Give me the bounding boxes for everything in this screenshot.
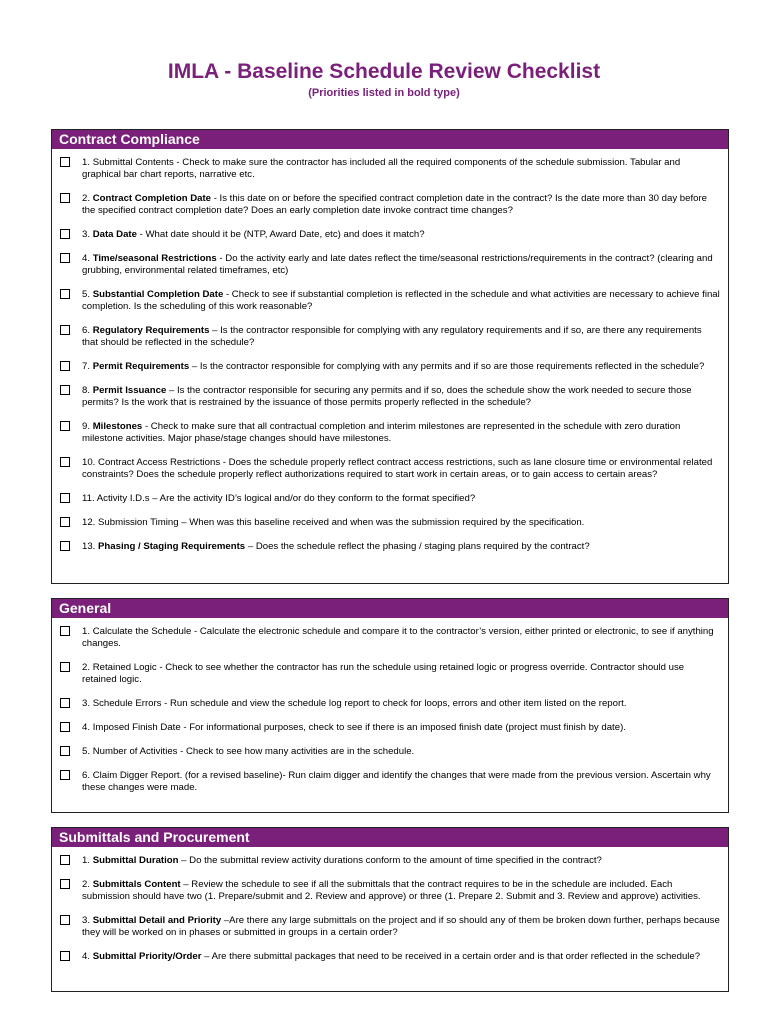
checkbox[interactable] xyxy=(60,385,70,395)
checklist-item xyxy=(52,662,728,686)
checkbox[interactable] xyxy=(60,915,70,925)
item-number: 3. xyxy=(82,915,91,926)
item-priority-label: Milestones xyxy=(92,421,143,432)
item-text: Number of Activities - Check to see how many activities are in the schedule. xyxy=(92,746,415,757)
item-number: 10. xyxy=(82,457,96,468)
checkbox[interactable] xyxy=(60,361,70,371)
checklist-item xyxy=(52,457,728,481)
checkbox[interactable] xyxy=(60,457,70,467)
checklist-item xyxy=(52,253,728,277)
checkbox[interactable] xyxy=(60,193,70,203)
item-text: – Do the submittal review activity durations conform to the amount of time specified in the contract? xyxy=(178,855,602,866)
item-text: – Is the contractor responsible for securing any permits and if so, does the schedule show the work needed to secure those permits? Is the work that is restrained by the issuance of those permits properly reflected in the schedule? xyxy=(82,385,692,408)
checkbox[interactable] xyxy=(60,698,70,708)
section-general xyxy=(51,598,729,813)
item-number: 2. xyxy=(82,662,91,673)
checklist xyxy=(52,847,728,963)
page-subtitle: (Priorities listed in bold type) xyxy=(308,87,460,99)
checklist-item xyxy=(52,698,728,710)
item-priority-label: Submittal Priority/Order xyxy=(92,951,202,962)
item-priority-label: Submittal Duration xyxy=(92,855,179,866)
item-number: 8. xyxy=(82,385,91,396)
item-priority-label: Phasing / Staging Requirements xyxy=(98,541,246,552)
item-text: - Check to see if substantial completion is reflected in the schedule and what activities are necessary to achieve final completion. Is the scheduling of this work reasonable? xyxy=(82,289,720,312)
item-text: - Is this date on or before the specified contract completion date in the contract? Is the date more than 30 day before the specified contract completion date? Does an early completion date invoke contract time changes? xyxy=(82,193,708,216)
checklist-item xyxy=(52,289,728,313)
checklist-item xyxy=(52,193,728,217)
item-number: 2. xyxy=(82,879,91,890)
checkbox[interactable] xyxy=(60,541,70,551)
item-text: Contract Access Restrictions - Does the schedule properly reflect contract access restrictions, such as lane closure time or environmental related constraints? Does the schedule properly reflect authorizations required to start work in certain areas, or to gain access to certain areas? xyxy=(82,457,713,480)
checkbox[interactable] xyxy=(60,517,70,527)
item-text: Submission Timing – When was this baseline received and when was the submission required by the specification. xyxy=(98,517,585,528)
checkbox[interactable] xyxy=(60,855,70,865)
checklist-item xyxy=(52,770,728,794)
item-text: Claim Digger Report. (for a revised baseline)- Run claim digger and identify the changes that were made from the previous version. Ascertain why these changes were made. xyxy=(82,770,711,793)
item-priority-label: Data Date xyxy=(92,229,137,240)
item-priority-label: Permit Issuance xyxy=(92,385,167,396)
section-contract-compliance xyxy=(51,129,729,584)
item-text: Retained Logic - Check to see whether the contractor has run the schedule using retained logic or progress override. Contractor should use retained logic. xyxy=(82,662,685,685)
item-number: 3. xyxy=(82,229,91,240)
item-number: 1. xyxy=(82,855,91,866)
page-title: IMLA - Baseline Schedule Review Checklist xyxy=(167,60,601,83)
checklist-item xyxy=(52,493,728,505)
checkbox[interactable] xyxy=(60,626,70,636)
item-text: Submittal Contents - Check to make sure the contractor has included all the required components of the schedule submission. Tabular and graphical bar chart reports, narrative etc. xyxy=(82,157,681,180)
checkbox[interactable] xyxy=(60,325,70,335)
checkbox[interactable] xyxy=(60,253,70,263)
item-number: 1. xyxy=(82,626,91,637)
checkbox[interactable] xyxy=(60,746,70,756)
checkbox[interactable] xyxy=(60,421,70,431)
item-text: Schedule Errors - Run schedule and view the schedule log report to check for loops, errors and other item listed on the report. xyxy=(92,698,627,709)
item-text: –Are there any large submittals on the project and if so should any of them be broken down further, perhaps because they will be worked on in phases or submitted in groups in a certain order? xyxy=(82,915,720,938)
item-text: – Review the schedule to see if all the submittals that the contract requires to be in the schedule are included. Each submission should have two (1. Prepare/submit and 2. Review and approve) or three (1. Prepare 2. Submit and 3. Review and approve) activities. xyxy=(82,879,701,902)
checklist xyxy=(52,618,728,794)
item-priority-label: Time/seasonal Restrictions xyxy=(92,253,217,264)
item-number: 6. xyxy=(82,325,91,336)
section-header: General xyxy=(52,599,728,618)
item-number: 5. xyxy=(82,746,91,757)
item-text: Calculate the Schedule - Calculate the electronic schedule and compare it to the contractor’s version, either printed or electronic, to see if anything changes. xyxy=(82,626,714,649)
checkbox[interactable] xyxy=(60,493,70,503)
checklist-item xyxy=(52,517,728,529)
checklist-item xyxy=(52,879,728,903)
item-priority-label: Submittals Content xyxy=(92,879,181,890)
item-text: - Check to make sure that all contractual completion and interim milestones are represented in the schedule with zero duration milestone activities. Major phase/stage changes should have milestones. xyxy=(82,421,681,444)
item-number: 12. xyxy=(82,517,96,528)
item-number: 4. xyxy=(82,253,91,264)
checklist-item xyxy=(52,229,728,241)
checklist-item xyxy=(52,157,728,181)
item-text: Activity I.D.s – Are the activity ID’s logical and/or do they conform to the format specified? xyxy=(96,493,476,504)
item-text: – Is the contractor responsible for complying with any permits and if so are those requirements reflected in the schedule? xyxy=(189,361,705,372)
item-priority-label: Regulatory Requirements xyxy=(92,325,210,336)
item-text: - Do the activity early and late dates reflect the time/seasonal restrictions/requirements in the contract? (clearing and grubbing, environmental related timeframes, etc) xyxy=(82,253,713,276)
item-text: – Does the schedule reflect the phasing / staging plans required by the contract? xyxy=(245,541,590,552)
checklist-item xyxy=(52,746,728,758)
checkbox[interactable] xyxy=(60,722,70,732)
checkbox[interactable] xyxy=(60,289,70,299)
item-number: 3. xyxy=(82,698,91,709)
checkbox[interactable] xyxy=(60,770,70,780)
item-number: 13. xyxy=(82,541,96,552)
checklist-item xyxy=(52,385,728,409)
item-text: – Are there submittal packages that need to be received in a certain order and is that order reflected in the schedule? xyxy=(201,951,701,962)
section-header: Contract Compliance xyxy=(52,130,728,149)
item-number: 7. xyxy=(82,361,91,372)
checkbox[interactable] xyxy=(60,157,70,167)
checklist-item xyxy=(52,951,728,963)
checklist-item xyxy=(52,325,728,349)
item-priority-label: Submittal Detail and Priority xyxy=(92,915,222,926)
checklist-item xyxy=(52,361,728,373)
item-number: 4. xyxy=(82,722,91,733)
item-text: - What date should it be (NTP, Award Date, etc) and does it match? xyxy=(136,229,425,240)
checklist xyxy=(52,149,728,553)
checklist-item xyxy=(52,915,728,939)
checklist-item xyxy=(52,421,728,445)
item-text: – Is the contractor responsible for complying with any regulatory requirements and if so, are there any requirements that should be reflected in the schedule? xyxy=(82,325,702,348)
checkbox[interactable] xyxy=(60,951,70,961)
item-priority-label: Contract Completion Date xyxy=(92,193,212,204)
section-submittals-procurement xyxy=(51,827,729,992)
item-priority-label: Substantial Completion Date xyxy=(92,289,224,300)
checkbox[interactable] xyxy=(60,879,70,889)
checklist-item xyxy=(52,855,728,867)
checklist-item xyxy=(52,626,728,650)
item-text: Imposed Finish Date - For informational purposes, check to see if there is an imposed finish date (project must finish by date). xyxy=(92,722,626,733)
item-number: 4. xyxy=(82,951,91,962)
item-number: 2. xyxy=(82,193,91,204)
item-number: 6. xyxy=(82,770,91,781)
item-number: 1. xyxy=(82,157,91,168)
checkbox[interactable] xyxy=(60,229,70,239)
checkbox[interactable] xyxy=(60,662,70,672)
section-header: Submittals and Procurement xyxy=(52,828,728,847)
item-number: 5. xyxy=(82,289,91,300)
item-priority-label: Permit Requirements xyxy=(92,361,190,372)
item-number: 9. xyxy=(82,421,91,432)
checklist-item xyxy=(52,541,728,553)
item-number: 11. xyxy=(82,493,95,504)
checklist-item xyxy=(52,722,728,734)
